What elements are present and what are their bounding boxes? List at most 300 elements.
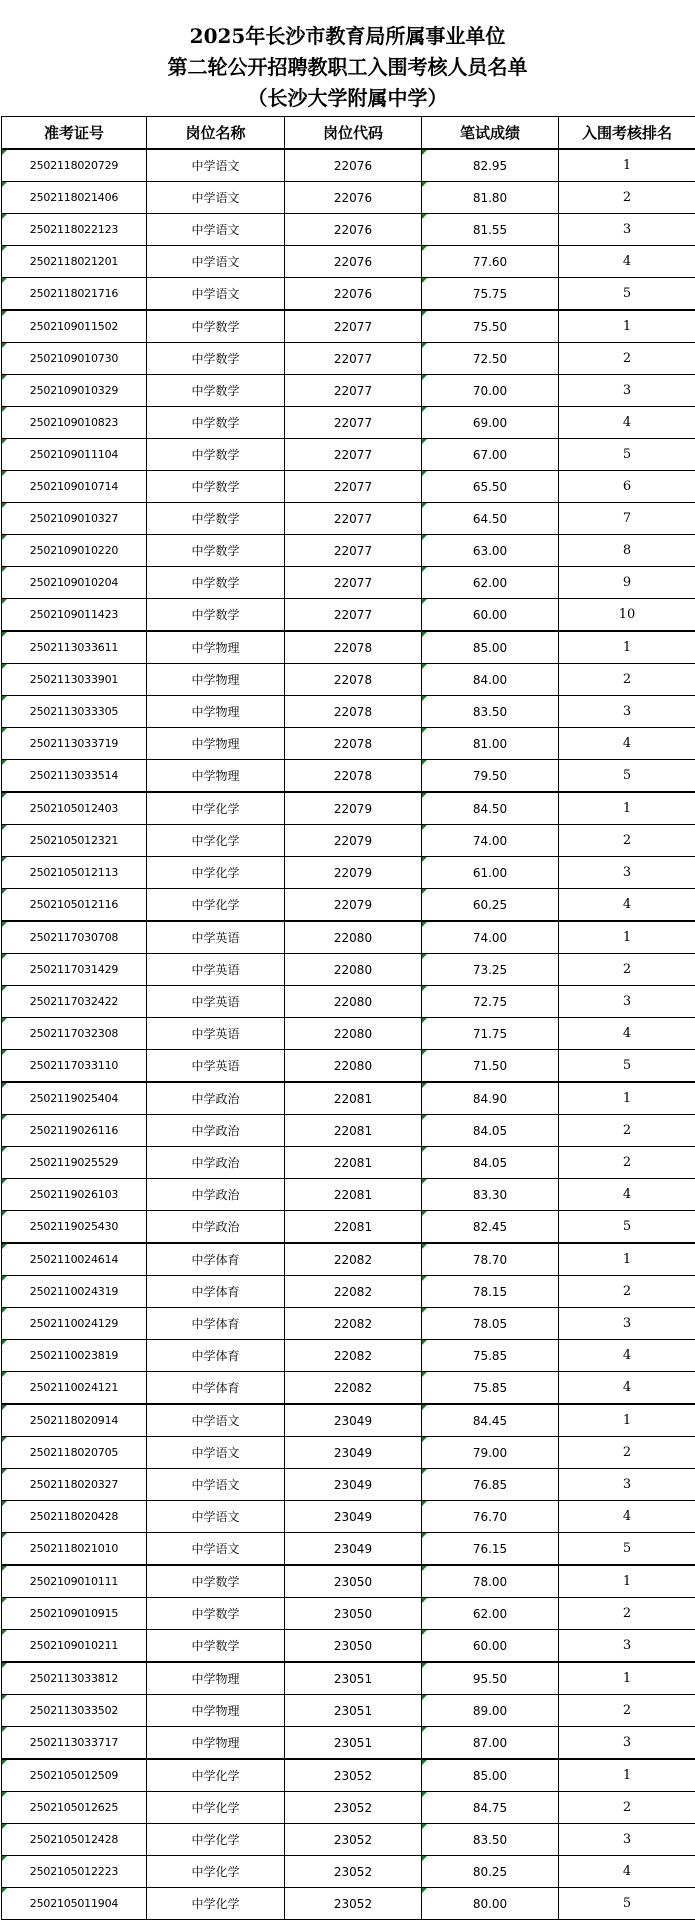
cell-rank: 3 bbox=[559, 1308, 695, 1340]
cell-rank: 4 bbox=[559, 1340, 695, 1372]
table-row bbox=[2, 439, 695, 471]
cell-written-score: 84.75 bbox=[422, 1792, 559, 1824]
document-title bbox=[0, 0, 695, 116]
table-row bbox=[2, 1695, 695, 1727]
table-row bbox=[2, 986, 695, 1018]
cell-rank: 2 bbox=[559, 1437, 695, 1469]
cell-exam-id: 2502110024129 bbox=[2, 1308, 147, 1340]
cell-rank: 1 bbox=[559, 631, 695, 664]
table-row bbox=[2, 310, 695, 343]
cell-position-name: 中学物理 bbox=[147, 696, 285, 728]
cell-written-score: 76.85 bbox=[422, 1469, 559, 1501]
cell-rank: 2 bbox=[559, 1147, 695, 1179]
cell-rank: 9 bbox=[559, 567, 695, 599]
cell-position-name: 中学物理 bbox=[147, 1662, 285, 1695]
cell-position-name: 中学化学 bbox=[147, 825, 285, 857]
cell-exam-id: 2502105012625 bbox=[2, 1792, 147, 1824]
cell-position-code: 22077 bbox=[285, 310, 422, 343]
cell-position-name: 中学数学 bbox=[147, 310, 285, 343]
cell-written-score: 62.00 bbox=[422, 567, 559, 599]
cell-rank: 4 bbox=[559, 1018, 695, 1050]
cell-written-score: 78.00 bbox=[422, 1565, 559, 1598]
table-row bbox=[2, 182, 695, 214]
cell-position-code: 22082 bbox=[285, 1340, 422, 1372]
cell-exam-id: 2502110023819 bbox=[2, 1340, 147, 1372]
cell-written-score: 84.00 bbox=[422, 664, 559, 696]
cell-exam-id: 2502113033611 bbox=[2, 631, 147, 664]
cell-position-code: 22077 bbox=[285, 343, 422, 375]
cell-position-code: 23050 bbox=[285, 1630, 422, 1663]
cell-position-code: 23052 bbox=[285, 1888, 422, 1920]
cell-written-score: 83.50 bbox=[422, 696, 559, 728]
table-row bbox=[2, 921, 695, 954]
cell-position-name: 中学英语 bbox=[147, 954, 285, 986]
cell-written-score: 85.00 bbox=[422, 631, 559, 664]
cell-position-code: 22077 bbox=[285, 407, 422, 439]
cell-position-name: 中学数学 bbox=[147, 503, 285, 535]
cell-written-score: 74.00 bbox=[422, 825, 559, 857]
cell-position-code: 22077 bbox=[285, 535, 422, 567]
table-row bbox=[2, 760, 695, 793]
cell-position-name: 中学数学 bbox=[147, 343, 285, 375]
cell-written-score: 62.00 bbox=[422, 1598, 559, 1630]
cell-position-code: 22077 bbox=[285, 375, 422, 407]
cell-rank: 4 bbox=[559, 407, 695, 439]
table-row bbox=[2, 567, 695, 599]
table-row bbox=[2, 696, 695, 728]
cell-rank: 3 bbox=[559, 1824, 695, 1856]
cell-rank: 5 bbox=[559, 1211, 695, 1244]
cell-rank: 2 bbox=[559, 825, 695, 857]
cell-position-code: 22081 bbox=[285, 1179, 422, 1211]
table-row bbox=[2, 1727, 695, 1760]
cell-written-score: 60.25 bbox=[422, 889, 559, 922]
table-row bbox=[2, 1018, 695, 1050]
table-row bbox=[2, 535, 695, 567]
cell-position-name: 中学数学 bbox=[147, 471, 285, 503]
cell-exam-id: 2502109011104 bbox=[2, 439, 147, 471]
header-position-name: 岗位名称 bbox=[147, 117, 285, 150]
table-row bbox=[2, 1243, 695, 1276]
cell-written-score: 75.50 bbox=[422, 310, 559, 343]
cell-written-score: 95.50 bbox=[422, 1662, 559, 1695]
cell-rank: 2 bbox=[559, 664, 695, 696]
cell-position-code: 23051 bbox=[285, 1695, 422, 1727]
title-line-2: 第二轮公开招聘教职工入围考核人员名单 bbox=[0, 52, 695, 83]
cell-position-code: 22076 bbox=[285, 182, 422, 214]
cell-written-score: 70.00 bbox=[422, 375, 559, 407]
cell-position-code: 22078 bbox=[285, 728, 422, 760]
cell-exam-id: 2502109010111 bbox=[2, 1565, 147, 1598]
cell-position-code: 22078 bbox=[285, 760, 422, 793]
cell-exam-id: 2502109010327 bbox=[2, 503, 147, 535]
cell-written-score: 72.75 bbox=[422, 986, 559, 1018]
cell-rank: 1 bbox=[559, 1662, 695, 1695]
cell-position-name: 中学政治 bbox=[147, 1179, 285, 1211]
cell-exam-id: 2502119025404 bbox=[2, 1082, 147, 1115]
cell-rank: 1 bbox=[559, 310, 695, 343]
cell-position-code: 23051 bbox=[285, 1662, 422, 1695]
cell-rank: 1 bbox=[559, 149, 695, 182]
table-row bbox=[2, 1759, 695, 1792]
cell-position-code: 22076 bbox=[285, 278, 422, 311]
cell-position-name: 中学语文 bbox=[147, 1404, 285, 1437]
table-row bbox=[2, 857, 695, 889]
cell-position-name: 中学体育 bbox=[147, 1243, 285, 1276]
cell-position-code: 22076 bbox=[285, 149, 422, 182]
cell-position-name: 中学数学 bbox=[147, 1565, 285, 1598]
cell-exam-id: 2502117030708 bbox=[2, 921, 147, 954]
cell-written-score: 63.00 bbox=[422, 535, 559, 567]
cell-exam-id: 2502109011423 bbox=[2, 599, 147, 632]
cell-exam-id: 2502109010915 bbox=[2, 1598, 147, 1630]
cell-rank: 10 bbox=[559, 599, 695, 632]
cell-exam-id: 2502110024319 bbox=[2, 1276, 147, 1308]
cell-written-score: 82.45 bbox=[422, 1211, 559, 1244]
cell-position-code: 22081 bbox=[285, 1147, 422, 1179]
cell-position-code: 22077 bbox=[285, 471, 422, 503]
cell-written-score: 73.25 bbox=[422, 954, 559, 986]
table-row bbox=[2, 1437, 695, 1469]
cell-written-score: 67.00 bbox=[422, 439, 559, 471]
header-rank: 入围考核排名 bbox=[559, 117, 695, 150]
cell-position-code: 23050 bbox=[285, 1565, 422, 1598]
cell-position-code: 22079 bbox=[285, 825, 422, 857]
cell-position-name: 中学数学 bbox=[147, 567, 285, 599]
cell-position-code: 22077 bbox=[285, 503, 422, 535]
cell-written-score: 83.50 bbox=[422, 1824, 559, 1856]
cell-exam-id: 2502119025430 bbox=[2, 1211, 147, 1244]
cell-position-code: 22080 bbox=[285, 986, 422, 1018]
cell-written-score: 65.50 bbox=[422, 471, 559, 503]
cell-position-name: 中学语文 bbox=[147, 1501, 285, 1533]
table-row bbox=[2, 1147, 695, 1179]
cell-position-code: 22076 bbox=[285, 246, 422, 278]
cell-exam-id: 2502118021716 bbox=[2, 278, 147, 311]
cell-written-score: 81.00 bbox=[422, 728, 559, 760]
cell-position-code: 23049 bbox=[285, 1533, 422, 1566]
candidate-table bbox=[1, 116, 695, 1920]
table-row bbox=[2, 599, 695, 632]
table-row bbox=[2, 1179, 695, 1211]
cell-position-name: 中学语文 bbox=[147, 1533, 285, 1566]
table-row bbox=[2, 278, 695, 311]
table-row bbox=[2, 1211, 695, 1244]
cell-exam-id: 2502117032308 bbox=[2, 1018, 147, 1050]
cell-position-code: 22082 bbox=[285, 1372, 422, 1405]
cell-position-name: 中学化学 bbox=[147, 889, 285, 922]
cell-position-code: 22078 bbox=[285, 696, 422, 728]
cell-written-score: 75.85 bbox=[422, 1340, 559, 1372]
cell-exam-id: 2502109010220 bbox=[2, 535, 147, 567]
cell-rank: 5 bbox=[559, 1888, 695, 1920]
cell-position-name: 中学政治 bbox=[147, 1211, 285, 1244]
cell-exam-id: 2502118021406 bbox=[2, 182, 147, 214]
table-row bbox=[2, 214, 695, 246]
cell-exam-id: 2502110024614 bbox=[2, 1243, 147, 1276]
cell-rank: 3 bbox=[559, 857, 695, 889]
table-row bbox=[2, 728, 695, 760]
cell-rank: 5 bbox=[559, 439, 695, 471]
cell-position-code: 22077 bbox=[285, 599, 422, 632]
cell-exam-id: 2502118020914 bbox=[2, 1404, 147, 1437]
cell-exam-id: 2502118021201 bbox=[2, 246, 147, 278]
cell-rank: 1 bbox=[559, 1404, 695, 1437]
table-row bbox=[2, 1824, 695, 1856]
cell-position-name: 中学化学 bbox=[147, 792, 285, 825]
cell-rank: 3 bbox=[559, 1727, 695, 1760]
cell-position-code: 22082 bbox=[285, 1308, 422, 1340]
cell-rank: 2 bbox=[559, 1115, 695, 1147]
cell-exam-id: 2502109011502 bbox=[2, 310, 147, 343]
cell-exam-id: 2502105012321 bbox=[2, 825, 147, 857]
title-line-3: （长沙大学附属中学） bbox=[0, 83, 695, 114]
cell-position-name: 中学化学 bbox=[147, 1792, 285, 1824]
cell-written-score: 84.45 bbox=[422, 1404, 559, 1437]
cell-position-name: 中学语文 bbox=[147, 149, 285, 182]
cell-exam-id: 2502113033901 bbox=[2, 664, 147, 696]
cell-written-score: 78.70 bbox=[422, 1243, 559, 1276]
cell-written-score: 79.50 bbox=[422, 760, 559, 793]
cell-rank: 4 bbox=[559, 1856, 695, 1888]
cell-position-code: 23050 bbox=[285, 1598, 422, 1630]
cell-written-score: 81.55 bbox=[422, 214, 559, 246]
cell-rank: 5 bbox=[559, 1533, 695, 1566]
cell-exam-id: 2502113033719 bbox=[2, 728, 147, 760]
table-body bbox=[2, 149, 695, 1920]
cell-written-score: 78.05 bbox=[422, 1308, 559, 1340]
cell-written-score: 77.60 bbox=[422, 246, 559, 278]
cell-written-score: 80.00 bbox=[422, 1888, 559, 1920]
cell-position-name: 中学数学 bbox=[147, 599, 285, 632]
cell-position-name: 中学物理 bbox=[147, 760, 285, 793]
cell-position-code: 22079 bbox=[285, 792, 422, 825]
cell-position-code: 23049 bbox=[285, 1469, 422, 1501]
cell-position-name: 中学体育 bbox=[147, 1308, 285, 1340]
cell-position-name: 中学政治 bbox=[147, 1147, 285, 1179]
table-row bbox=[2, 1115, 695, 1147]
cell-rank: 7 bbox=[559, 503, 695, 535]
cell-position-name: 中学体育 bbox=[147, 1340, 285, 1372]
table-row bbox=[2, 1533, 695, 1566]
cell-position-name: 中学语文 bbox=[147, 182, 285, 214]
cell-position-code: 22076 bbox=[285, 214, 422, 246]
cell-exam-id: 2502109010714 bbox=[2, 471, 147, 503]
cell-exam-id: 2502110024121 bbox=[2, 1372, 147, 1405]
cell-position-name: 中学数学 bbox=[147, 535, 285, 567]
cell-written-score: 81.80 bbox=[422, 182, 559, 214]
cell-rank: 5 bbox=[559, 1050, 695, 1083]
cell-written-score: 79.00 bbox=[422, 1437, 559, 1469]
cell-written-score: 71.50 bbox=[422, 1050, 559, 1083]
cell-rank: 2 bbox=[559, 1695, 695, 1727]
table-row bbox=[2, 1308, 695, 1340]
table-row bbox=[2, 1276, 695, 1308]
table-row bbox=[2, 1372, 695, 1405]
cell-exam-id: 2502109010823 bbox=[2, 407, 147, 439]
cell-position-name: 中学物理 bbox=[147, 728, 285, 760]
cell-position-name: 中学英语 bbox=[147, 1050, 285, 1083]
cell-written-score: 78.15 bbox=[422, 1276, 559, 1308]
cell-rank: 4 bbox=[559, 728, 695, 760]
cell-position-name: 中学英语 bbox=[147, 921, 285, 954]
cell-position-name: 中学数学 bbox=[147, 375, 285, 407]
cell-exam-id: 2502118021010 bbox=[2, 1533, 147, 1566]
cell-position-name: 中学化学 bbox=[147, 1824, 285, 1856]
table-row bbox=[2, 1792, 695, 1824]
cell-rank: 2 bbox=[559, 1598, 695, 1630]
cell-written-score: 64.50 bbox=[422, 503, 559, 535]
cell-exam-id: 2502113033812 bbox=[2, 1662, 147, 1695]
cell-rank: 2 bbox=[559, 954, 695, 986]
cell-exam-id: 2502118020428 bbox=[2, 1501, 147, 1533]
cell-position-code: 22080 bbox=[285, 1050, 422, 1083]
table-row bbox=[2, 407, 695, 439]
cell-position-code: 23052 bbox=[285, 1856, 422, 1888]
table-row bbox=[2, 631, 695, 664]
cell-rank: 1 bbox=[559, 792, 695, 825]
cell-exam-id: 2502119026116 bbox=[2, 1115, 147, 1147]
table-row bbox=[2, 1469, 695, 1501]
cell-position-code: 22082 bbox=[285, 1276, 422, 1308]
table-row bbox=[2, 889, 695, 922]
cell-rank: 5 bbox=[559, 278, 695, 311]
cell-position-code: 22079 bbox=[285, 857, 422, 889]
table-row bbox=[2, 1598, 695, 1630]
table-row bbox=[2, 1340, 695, 1372]
table-row bbox=[2, 149, 695, 182]
cell-written-score: 75.75 bbox=[422, 278, 559, 311]
cell-exam-id: 2502113033717 bbox=[2, 1727, 147, 1760]
cell-position-name: 中学物理 bbox=[147, 1727, 285, 1760]
cell-rank: 4 bbox=[559, 889, 695, 922]
cell-exam-id: 2502105011904 bbox=[2, 1888, 147, 1920]
cell-written-score: 83.30 bbox=[422, 1179, 559, 1211]
cell-exam-id: 2502105012113 bbox=[2, 857, 147, 889]
cell-position-code: 22080 bbox=[285, 1018, 422, 1050]
table-row bbox=[2, 503, 695, 535]
cell-rank: 4 bbox=[559, 246, 695, 278]
cell-exam-id: 2502105012509 bbox=[2, 1759, 147, 1792]
cell-position-name: 中学物理 bbox=[147, 664, 285, 696]
cell-position-name: 中学化学 bbox=[147, 857, 285, 889]
table-row bbox=[2, 246, 695, 278]
cell-exam-id: 2502109010329 bbox=[2, 375, 147, 407]
table-row bbox=[2, 375, 695, 407]
cell-position-code: 23049 bbox=[285, 1437, 422, 1469]
cell-written-score: 89.00 bbox=[422, 1695, 559, 1727]
table-row bbox=[2, 1501, 695, 1533]
cell-written-score: 84.50 bbox=[422, 792, 559, 825]
cell-written-score: 60.00 bbox=[422, 599, 559, 632]
cell-rank: 6 bbox=[559, 471, 695, 503]
cell-rank: 4 bbox=[559, 1501, 695, 1533]
cell-written-score: 76.15 bbox=[422, 1533, 559, 1566]
cell-written-score: 84.05 bbox=[422, 1115, 559, 1147]
cell-position-name: 中学数学 bbox=[147, 1598, 285, 1630]
cell-position-name: 中学数学 bbox=[147, 407, 285, 439]
cell-exam-id: 2502105012116 bbox=[2, 889, 147, 922]
table-row bbox=[2, 471, 695, 503]
cell-position-name: 中学数学 bbox=[147, 439, 285, 471]
cell-exam-id: 2502105012403 bbox=[2, 792, 147, 825]
cell-rank: 3 bbox=[559, 696, 695, 728]
cell-rank: 2 bbox=[559, 1276, 695, 1308]
cell-written-score: 61.00 bbox=[422, 857, 559, 889]
cell-exam-id: 2502118020327 bbox=[2, 1469, 147, 1501]
cell-position-name: 中学英语 bbox=[147, 986, 285, 1018]
cell-position-code: 23052 bbox=[285, 1792, 422, 1824]
cell-exam-id: 2502109010204 bbox=[2, 567, 147, 599]
table-row bbox=[2, 1565, 695, 1598]
cell-rank: 4 bbox=[559, 1179, 695, 1211]
cell-position-code: 22081 bbox=[285, 1082, 422, 1115]
cell-written-score: 80.25 bbox=[422, 1856, 559, 1888]
table-row bbox=[2, 1082, 695, 1115]
cell-rank: 1 bbox=[559, 921, 695, 954]
cell-position-code: 22077 bbox=[285, 567, 422, 599]
cell-exam-id: 2502119025529 bbox=[2, 1147, 147, 1179]
cell-rank: 3 bbox=[559, 214, 695, 246]
table-row bbox=[2, 1630, 695, 1663]
cell-exam-id: 2502118022123 bbox=[2, 214, 147, 246]
table-row bbox=[2, 343, 695, 375]
cell-written-score: 69.00 bbox=[422, 407, 559, 439]
cell-position-code: 22079 bbox=[285, 889, 422, 922]
cell-rank: 3 bbox=[559, 986, 695, 1018]
cell-position-code: 22078 bbox=[285, 631, 422, 664]
cell-exam-id: 2502117031429 bbox=[2, 954, 147, 986]
cell-rank: 3 bbox=[559, 1630, 695, 1663]
cell-position-name: 中学语文 bbox=[147, 278, 285, 311]
cell-position-name: 中学政治 bbox=[147, 1082, 285, 1115]
cell-exam-id: 2502113033305 bbox=[2, 696, 147, 728]
cell-position-name: 中学语文 bbox=[147, 1469, 285, 1501]
cell-position-name: 中学体育 bbox=[147, 1372, 285, 1405]
cell-written-score: 74.00 bbox=[422, 921, 559, 954]
cell-position-code: 23052 bbox=[285, 1824, 422, 1856]
table-row bbox=[2, 1050, 695, 1083]
cell-exam-id: 2502109010730 bbox=[2, 343, 147, 375]
cell-exam-id: 2502119026103 bbox=[2, 1179, 147, 1211]
cell-position-code: 22080 bbox=[285, 954, 422, 986]
cell-rank: 3 bbox=[559, 1469, 695, 1501]
cell-exam-id: 2502117032422 bbox=[2, 986, 147, 1018]
cell-rank: 1 bbox=[559, 1565, 695, 1598]
cell-position-name: 中学语文 bbox=[147, 1437, 285, 1469]
cell-written-score: 71.75 bbox=[422, 1018, 559, 1050]
cell-position-name: 中学数学 bbox=[147, 1630, 285, 1663]
cell-position-name: 中学化学 bbox=[147, 1759, 285, 1792]
cell-position-name: 中学英语 bbox=[147, 1018, 285, 1050]
cell-position-name: 中学化学 bbox=[147, 1856, 285, 1888]
cell-position-code: 22078 bbox=[285, 664, 422, 696]
table-row bbox=[2, 1856, 695, 1888]
cell-rank: 2 bbox=[559, 182, 695, 214]
cell-rank: 1 bbox=[559, 1082, 695, 1115]
cell-rank: 8 bbox=[559, 535, 695, 567]
cell-exam-id: 2502118020729 bbox=[2, 149, 147, 182]
cell-written-score: 76.70 bbox=[422, 1501, 559, 1533]
cell-exam-id: 2502105012428 bbox=[2, 1824, 147, 1856]
cell-rank: 2 bbox=[559, 1792, 695, 1824]
cell-written-score: 85.00 bbox=[422, 1759, 559, 1792]
header-position-code: 岗位代码 bbox=[285, 117, 422, 150]
cell-position-name: 中学政治 bbox=[147, 1115, 285, 1147]
table-row bbox=[2, 664, 695, 696]
cell-position-code: 22080 bbox=[285, 921, 422, 954]
table-row bbox=[2, 792, 695, 825]
